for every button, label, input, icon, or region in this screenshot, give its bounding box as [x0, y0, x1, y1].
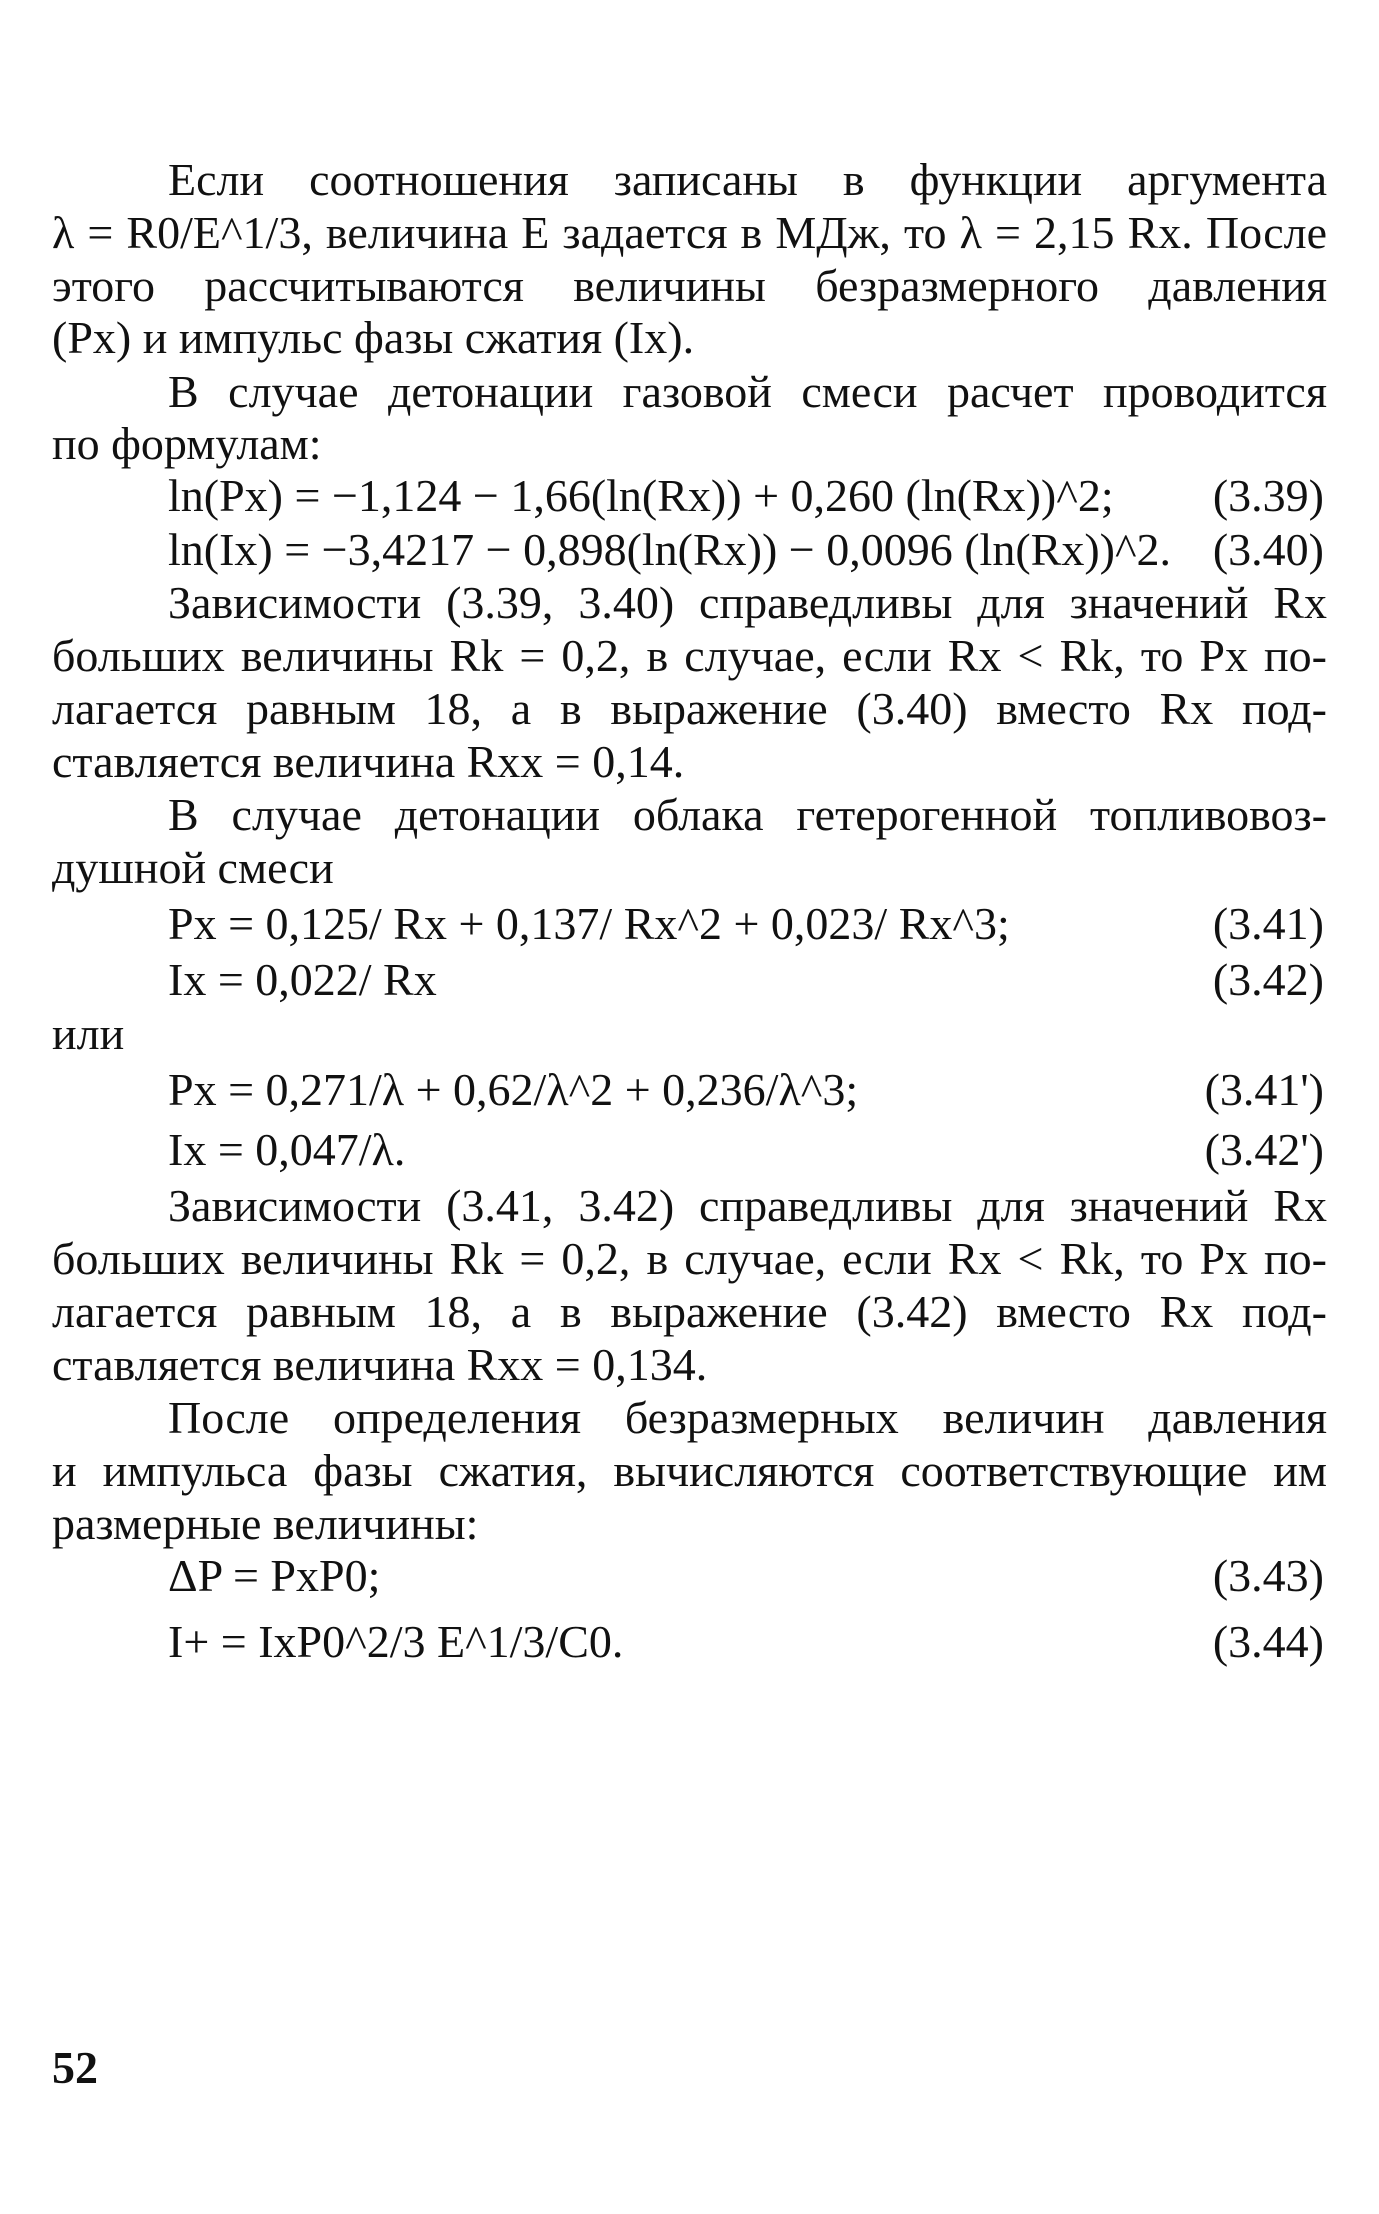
paragraph-line: этого рассчитываются величины безразмерного давления [52, 260, 1327, 311]
equation-3-41-prime: Px = 0,271/λ + 0,62/λ^2 + 0,236/λ^3; [168, 1064, 859, 1115]
paragraph-line: Зависимости (3.39, 3.40) справедливы для значений Rx [168, 577, 1327, 628]
equation-3-44: I+ = IxP0^2/3 E^1/3/C0. [168, 1616, 624, 1667]
paragraph-line: лагается равным 18, а в выражение (3.40) вместо Rx под- [52, 683, 1327, 734]
paragraph-line: ставляется величина Rxx = 0,14. [52, 736, 685, 787]
paragraph-line: В случае детонации газовой смеси расчет проводится [168, 366, 1327, 417]
paragraph-line: душной смеси [52, 842, 334, 893]
paragraph-line: лагается равным 18, а в выражение (3.42) вместо Rx под- [52, 1286, 1327, 1337]
equation-3-42: Ix = 0,022/ Rx [168, 954, 437, 1005]
equation-number: (3.41) [1212, 898, 1324, 949]
equation-3-42-prime: Ix = 0,047/λ. [168, 1124, 406, 1175]
paragraph-line: λ = R0/E^1/3, величина E задается в МДж, то λ = 2,15 Rx. После [52, 207, 1327, 258]
paragraph-line: (Px) и импульс фазы сжатия (Ix). [52, 312, 695, 363]
equation-number: (3.41') [1204, 1064, 1324, 1115]
equation-number: (3.42) [1212, 954, 1324, 1005]
paragraph-line: больших величины Rk = 0,2, в случае, если Rx < Rk, то Px по- [52, 1233, 1327, 1284]
paragraph-line: размерные величины: [52, 1498, 479, 1549]
equation-3-40: ln(Ix) = −3,4217 − 0,898(ln(Rx)) − 0,0096 (ln(Rx))^2. [168, 524, 1172, 575]
paragraph-line: Если соотношения записаны в функции аргумента [168, 154, 1327, 205]
equation-3-41: Px = 0,125/ Rx + 0,137/ Rx^2 + 0,023/ Rx^3; [168, 898, 1010, 949]
paragraph-line: или [52, 1008, 125, 1059]
equation-number: (3.40) [1212, 524, 1324, 575]
paragraph-line: по формулам: [52, 418, 322, 469]
paragraph-line: больших величины Rk = 0,2, в случае, если Rx < Rk, то Px по- [52, 630, 1327, 681]
equation-number: (3.42') [1204, 1124, 1324, 1175]
equation-3-43: ΔP = PxP0; [168, 1550, 381, 1601]
page-number: 52 [52, 2042, 98, 2093]
equation-number: (3.44) [1212, 1616, 1324, 1667]
equation-number: (3.43) [1212, 1550, 1324, 1601]
paragraph-line: ставляется величина Rxx = 0,134. [52, 1339, 708, 1390]
equation-3-39: ln(Px) = −1,124 − 1,66(ln(Rx)) + 0,260 (ln(Rx))^2; [168, 470, 1114, 521]
equation-number: (3.39) [1212, 470, 1324, 521]
paragraph-line: В случае детонации облака гетерогенной топливовоз- [168, 789, 1327, 840]
paragraph-line: Зависимости (3.41, 3.42) справедливы для значений Rx [168, 1180, 1327, 1231]
paragraph-line: и импульса фазы сжатия, вычисляются соответствующие им [52, 1445, 1327, 1496]
paragraph-line: После определения безразмерных величин давления [168, 1392, 1327, 1443]
